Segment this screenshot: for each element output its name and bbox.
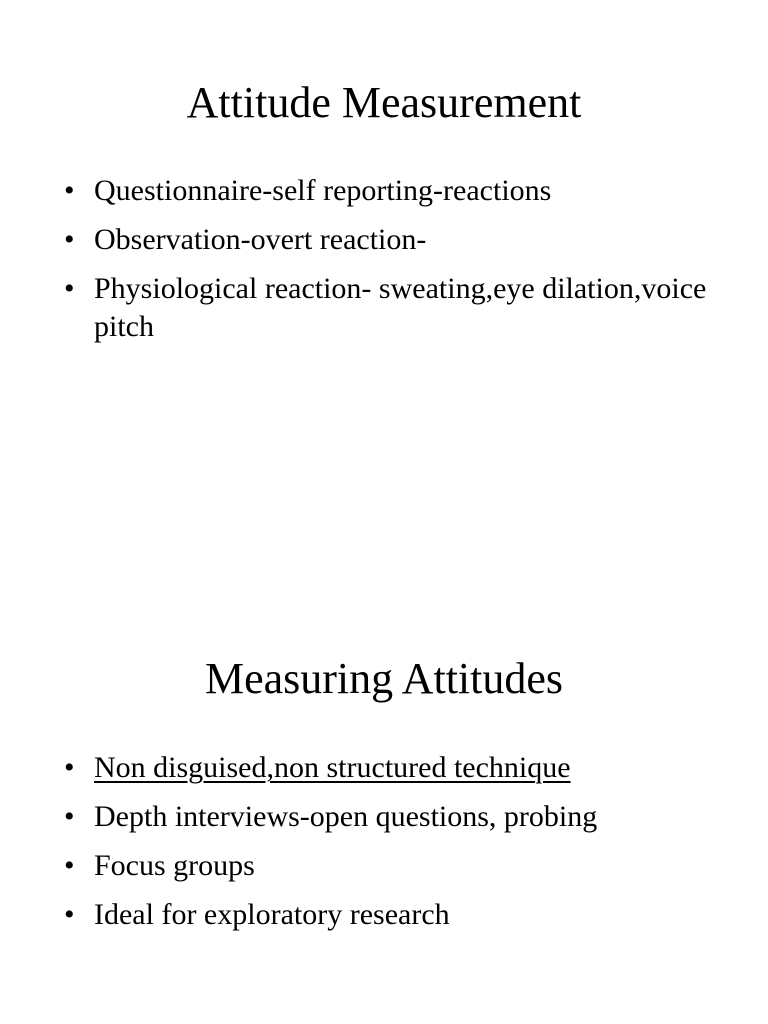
bullet-icon: • <box>64 174 75 207</box>
bullet-text: Observation-overt reaction- <box>94 223 427 256</box>
bullet-icon: • <box>64 849 75 882</box>
bullet-icon: • <box>64 751 75 784</box>
bullet-item <box>0 896 768 934</box>
bullet-text: Ideal for exploratory research <box>94 898 450 931</box>
bullet-text: Physiological reaction- sweating,eye dilation,voice pitch <box>94 272 707 343</box>
bullet-text: Questionnaire-self reporting-reactions <box>94 174 552 207</box>
bullet-list <box>0 172 768 357</box>
slide-title: Attitude Measurement <box>186 78 582 127</box>
bullet-item <box>0 798 768 836</box>
bullet-text: Depth interviews-open questions, probing <box>94 800 598 833</box>
bullet-item <box>0 847 768 885</box>
bullet-icon: • <box>64 800 75 833</box>
bullet-list <box>0 749 768 945</box>
bullet-text: Focus groups <box>94 849 255 882</box>
slide-measuring-attitudes <box>0 512 768 1024</box>
bullet-item <box>0 270 768 346</box>
bullet-icon: • <box>64 223 75 256</box>
bullet-item <box>0 172 768 210</box>
bullet-text: Non disguised,non structured technique <box>94 751 571 784</box>
bullet-item <box>0 221 768 259</box>
slide-title: Measuring Attitudes <box>204 654 564 703</box>
bullet-icon: • <box>64 898 75 931</box>
bullet-item <box>0 749 768 787</box>
bullet-icon: • <box>64 272 75 305</box>
